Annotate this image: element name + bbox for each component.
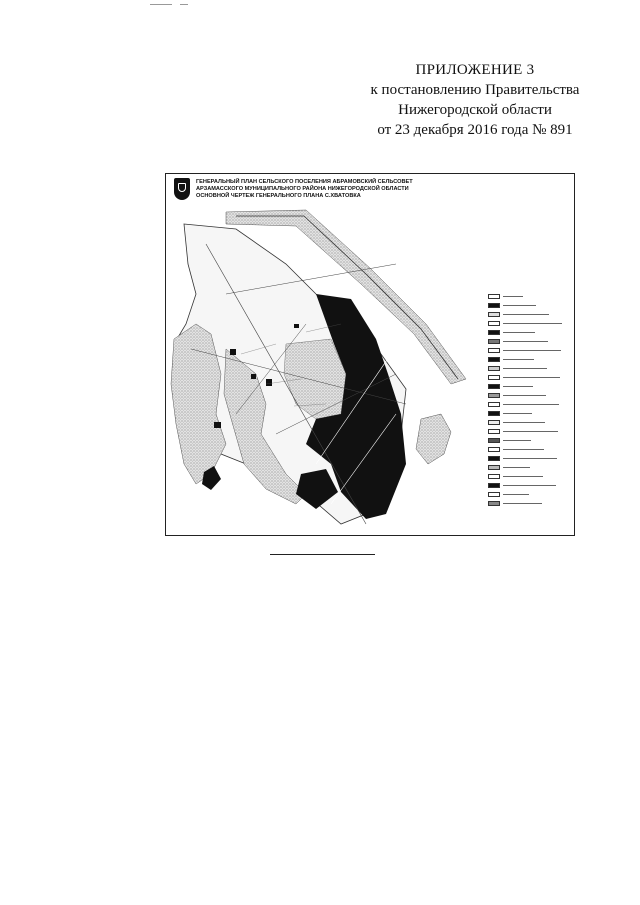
legend-row: [488, 382, 570, 390]
appendix-line-1: к постановлению Правительства: [370, 82, 580, 98]
legend-swatch: [488, 384, 500, 389]
legend-swatch: [488, 420, 500, 425]
map-title-line-2: АРЗАМАССКОГО МУНИЦИПАЛЬНОГО РАЙОНА НИЖЕГОРОДСКОЙ ОБЛАСТИ: [196, 186, 409, 192]
legend-swatch: [488, 474, 500, 479]
legend-text-line: [503, 305, 536, 306]
legend-text-line: [503, 476, 543, 477]
legend-row: [488, 364, 570, 372]
map-title-line-3: ОСНОВНОЙ ЧЕРТЕЖ ГЕНЕРАЛЬНОГО ПЛАНА С.ХВАТОВКА: [196, 193, 361, 199]
appendix-line-2: Нижегородской области: [398, 102, 552, 118]
legend-row: [488, 463, 570, 471]
legend-swatch: [488, 456, 500, 461]
legend-text-line: [503, 404, 559, 405]
legend-text-line: [503, 368, 547, 369]
legend-text-line: [503, 296, 523, 297]
legend-text-line: [503, 449, 544, 450]
legend-row: [488, 328, 570, 336]
legend-swatch: [488, 321, 500, 326]
legend-swatch: [488, 330, 500, 335]
legend-row: [488, 418, 570, 426]
legend-swatch: [488, 303, 500, 308]
map-title-block: [174, 178, 474, 212]
legend-swatch: [488, 366, 500, 371]
legend-row: [488, 391, 570, 399]
legend-swatch: [488, 465, 500, 470]
legend-text-line: [503, 413, 532, 414]
scan-mark: [150, 4, 172, 5]
legend-row: [488, 445, 570, 453]
legend-row: [488, 319, 570, 327]
legend-row: [488, 472, 570, 480]
legend-row: [488, 301, 570, 309]
legend-row: [488, 427, 570, 435]
appendix-title: ПРИЛОЖЕНИЕ 3: [415, 62, 535, 78]
legend-row: [488, 310, 570, 318]
legend-swatch: [488, 438, 500, 443]
legend-text-line: [503, 431, 558, 432]
legend-row: [488, 490, 570, 498]
scan-mark: [180, 4, 188, 5]
legend-swatch: [488, 501, 500, 506]
legend-row: [488, 400, 570, 408]
map-title-line-1: ГЕНЕРАЛЬНЫЙ ПЛАН СЕЛЬСКОГО ПОСЕЛЕНИЯ АБРАМОВСКИЙ СЕЛЬСОВЕТ: [196, 179, 413, 185]
legend-row: [488, 346, 570, 354]
legend-text-line: [503, 467, 530, 468]
coat-of-arms-icon: [174, 178, 190, 200]
map-legend: [488, 292, 570, 522]
legend-swatch: [488, 447, 500, 452]
legend-row: [488, 337, 570, 345]
legend-text-line: [503, 323, 562, 324]
legend-swatch: [488, 348, 500, 353]
legend-text-line: [503, 494, 529, 495]
map-title: [196, 179, 476, 200]
legend-swatch: [488, 429, 500, 434]
legend-row: [488, 481, 570, 489]
legend-row: [488, 292, 570, 300]
appendix-line-3: от 23 декабря 2016 года № 891: [377, 122, 573, 138]
legend-swatch: [488, 339, 500, 344]
legend-row: [488, 373, 570, 381]
legend-text-line: [503, 377, 560, 378]
legend-swatch: [488, 483, 500, 488]
legend-swatch: [488, 312, 500, 317]
legend-text-line: [503, 503, 542, 504]
legend-text-line: [503, 485, 556, 486]
legend-row: [488, 454, 570, 462]
document-rule: [270, 554, 375, 555]
legend-swatch: [488, 375, 500, 380]
legend-swatch: [488, 492, 500, 497]
legend-text-line: [503, 422, 545, 423]
legend-text-line: [503, 395, 546, 396]
legend-swatch: [488, 357, 500, 362]
legend-text-line: [503, 458, 557, 459]
legend-row: [488, 499, 570, 507]
legend-swatch: [488, 393, 500, 398]
legend-swatch: [488, 294, 500, 299]
master-plan-map: [165, 173, 575, 536]
legend-text-line: [503, 314, 549, 315]
legend-row: [488, 409, 570, 417]
legend-text-line: [503, 332, 535, 333]
legend-text-line: [503, 341, 548, 342]
legend-text-line: [503, 350, 561, 351]
legend-text-line: [503, 359, 534, 360]
legend-text-line: [503, 386, 533, 387]
legend-swatch: [488, 402, 500, 407]
appendix-header: [330, 60, 620, 140]
legend-row: [488, 355, 570, 363]
legend-text-line: [503, 440, 531, 441]
legend-row: [488, 436, 570, 444]
legend-swatch: [488, 411, 500, 416]
